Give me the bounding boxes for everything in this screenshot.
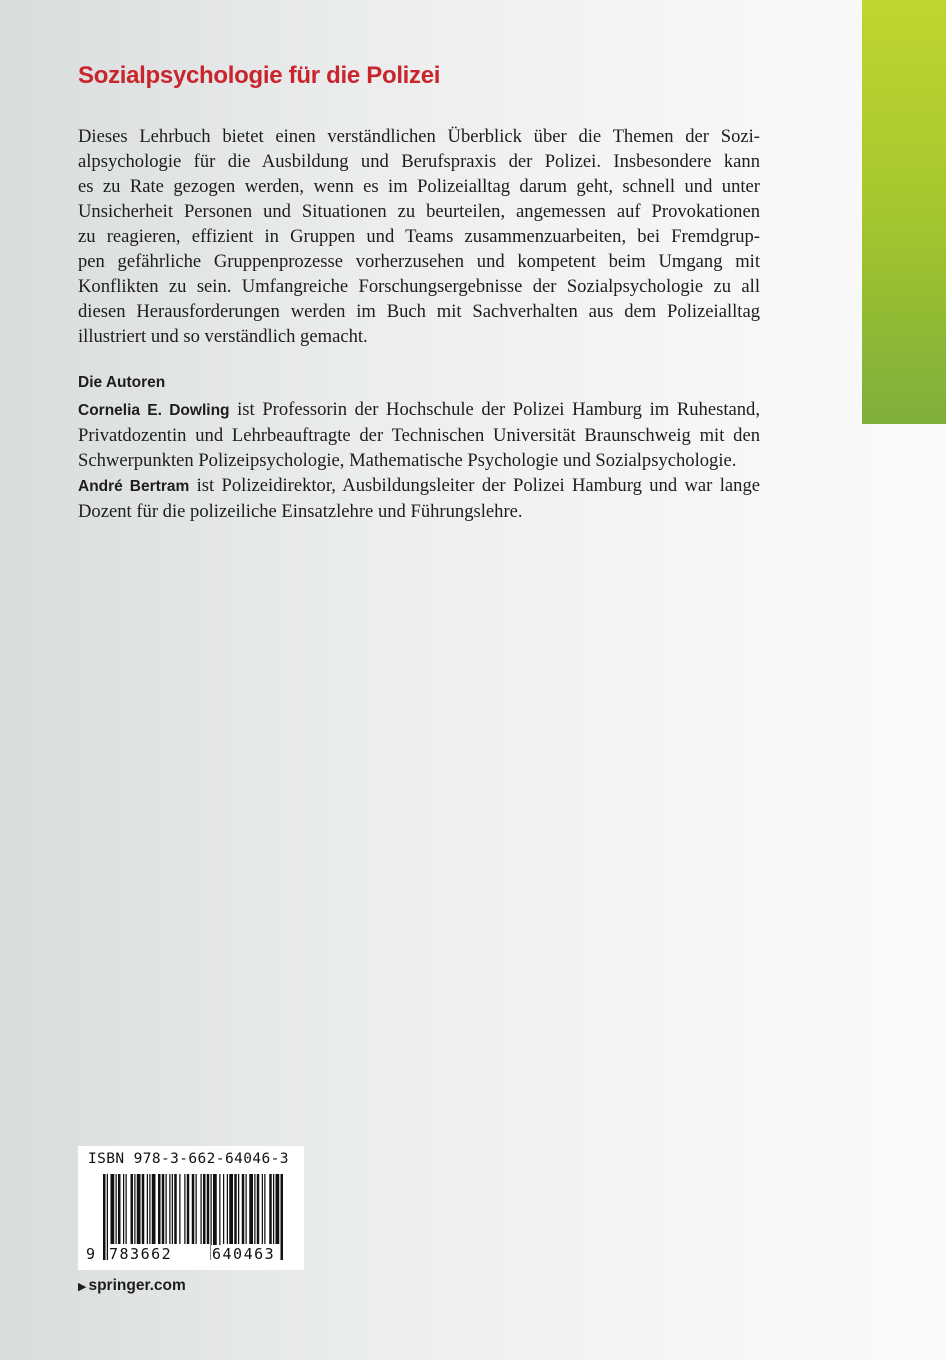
barcode-bar	[203, 1174, 206, 1244]
barcode-bar	[152, 1174, 156, 1244]
description-line: Konflikten zu sein. Umfangreiche Forschungsergebnisse der Sozialpsychologie zu all	[78, 276, 760, 297]
barcode-bar	[276, 1174, 280, 1244]
barcode-bar	[264, 1174, 265, 1244]
barcode-bar	[123, 1174, 124, 1244]
author-bio-text: ist Polizeidirektor, Ausbildungsleiter der Polizei Hamburg und war lange	[189, 475, 760, 496]
barcode-bar	[234, 1174, 237, 1244]
barcode-bar	[131, 1174, 134, 1244]
barcode-bar	[229, 1174, 233, 1244]
barcode-bar	[111, 1174, 115, 1244]
barcode-bar	[126, 1174, 127, 1244]
barcode-bar	[192, 1174, 195, 1244]
authors-heading: Die Autoren	[78, 374, 166, 391]
barcode-bar	[103, 1174, 106, 1260]
description-line: alpsychologie für die Ausbildung und Berufspraxis der Polizei. Insbesondere kann	[78, 151, 760, 172]
description-line: diesen Herausforderungen werden im Buch mit Sachverhalten aus dem Polizeialltag	[78, 301, 760, 322]
description-line: pen gefährliche Gruppenprozesse vorherzusehen und kompetent beim Umgang mit	[78, 251, 760, 272]
barcode-bar	[269, 1174, 272, 1244]
ean-right-digits: 640463	[212, 1245, 276, 1263]
description-line: zu reagieren, effizient in Gruppen und Teams zusammenzuarbeiten, bei Fremdgrup-	[78, 226, 760, 247]
author-bio-line: Schwerpunkten Polizeipsychologie, Mathematische Psychologie und Sozialpsychologie.	[78, 450, 737, 471]
barcode-bar	[196, 1174, 197, 1244]
barcode-bar	[187, 1174, 190, 1244]
author-name: Cornelia E. Dowling	[78, 402, 230, 419]
barcode-bar	[172, 1174, 173, 1244]
description-line: es zu Rate gezogen werden, wenn es im Polizeialltag darum geht, schnell und unter	[78, 176, 760, 197]
barcode-bar	[281, 1174, 284, 1260]
barcode-bar	[134, 1174, 135, 1244]
isbn-barcode	[78, 1146, 304, 1270]
barcode-bar	[207, 1174, 210, 1244]
barcode-bar	[238, 1174, 239, 1244]
barcode-bar	[179, 1174, 180, 1244]
barcode-bar	[142, 1174, 145, 1244]
author-bio-line	[78, 397, 760, 423]
barcode-bar	[201, 1174, 202, 1244]
back-cover-content	[78, 62, 760, 524]
accent-color-bar	[862, 0, 946, 424]
barcode-bar	[149, 1174, 150, 1244]
description-line: illustriert und so verständlich gemacht.	[78, 326, 368, 347]
play-arrow-icon: ▶	[78, 1281, 87, 1293]
author-bio-line: Dozent für die polizeiliche Einsatzlehre und Führungslehre.	[78, 501, 523, 522]
publisher-website-link[interactable]	[78, 1277, 186, 1295]
description-line: Unsicherheit Personen und Situationen zu beurteilen, angemessen auf Provokationen	[78, 201, 760, 222]
barcode-bar	[147, 1174, 148, 1244]
barcode-bar	[116, 1174, 117, 1244]
barcode-bar	[223, 1174, 224, 1244]
barcode-bar	[257, 1174, 260, 1244]
barcode-bar	[242, 1174, 245, 1244]
ean-left-digits: 783662	[109, 1245, 173, 1263]
barcode-bar	[166, 1174, 167, 1244]
barcode-bar	[184, 1174, 185, 1244]
barcode-bar	[249, 1174, 253, 1244]
author-bio-text: ist Professorin der Hochschule der Polizei Hamburg im Ruhestand,	[229, 399, 760, 420]
author-name: André Bertram	[78, 478, 190, 495]
barcode-bar	[118, 1174, 121, 1244]
barcode-bar	[227, 1174, 228, 1244]
isbn-text: ISBN 978-3-662-64046-3	[88, 1151, 289, 1167]
author-bio-line	[78, 473, 760, 499]
authors-bio	[78, 397, 760, 524]
website-text: springer.com	[88, 1277, 186, 1294]
barcode-bar	[174, 1174, 177, 1244]
barcode-bar	[137, 1174, 141, 1244]
description-line: Dieses Lehrbuch bietet einen verständlichen Überblick über die Themen der Sozi-	[78, 126, 760, 147]
author-bio-line: Privatdozentin und Lehrbeauftragte der Technischen Universität Braunschweig mit den	[78, 425, 760, 446]
barcode-bar	[246, 1174, 247, 1244]
barcode-bar	[169, 1174, 170, 1244]
book-title: Sozialpsychologie für die Polizei	[78, 62, 441, 89]
barcode-bar	[273, 1174, 274, 1244]
ean-first-digit: 9	[86, 1245, 96, 1263]
barcode-bar	[158, 1174, 161, 1244]
book-description	[78, 124, 760, 349]
barcode-bar	[162, 1174, 165, 1244]
barcode-bar	[254, 1174, 255, 1244]
barcode-bar	[262, 1174, 263, 1244]
